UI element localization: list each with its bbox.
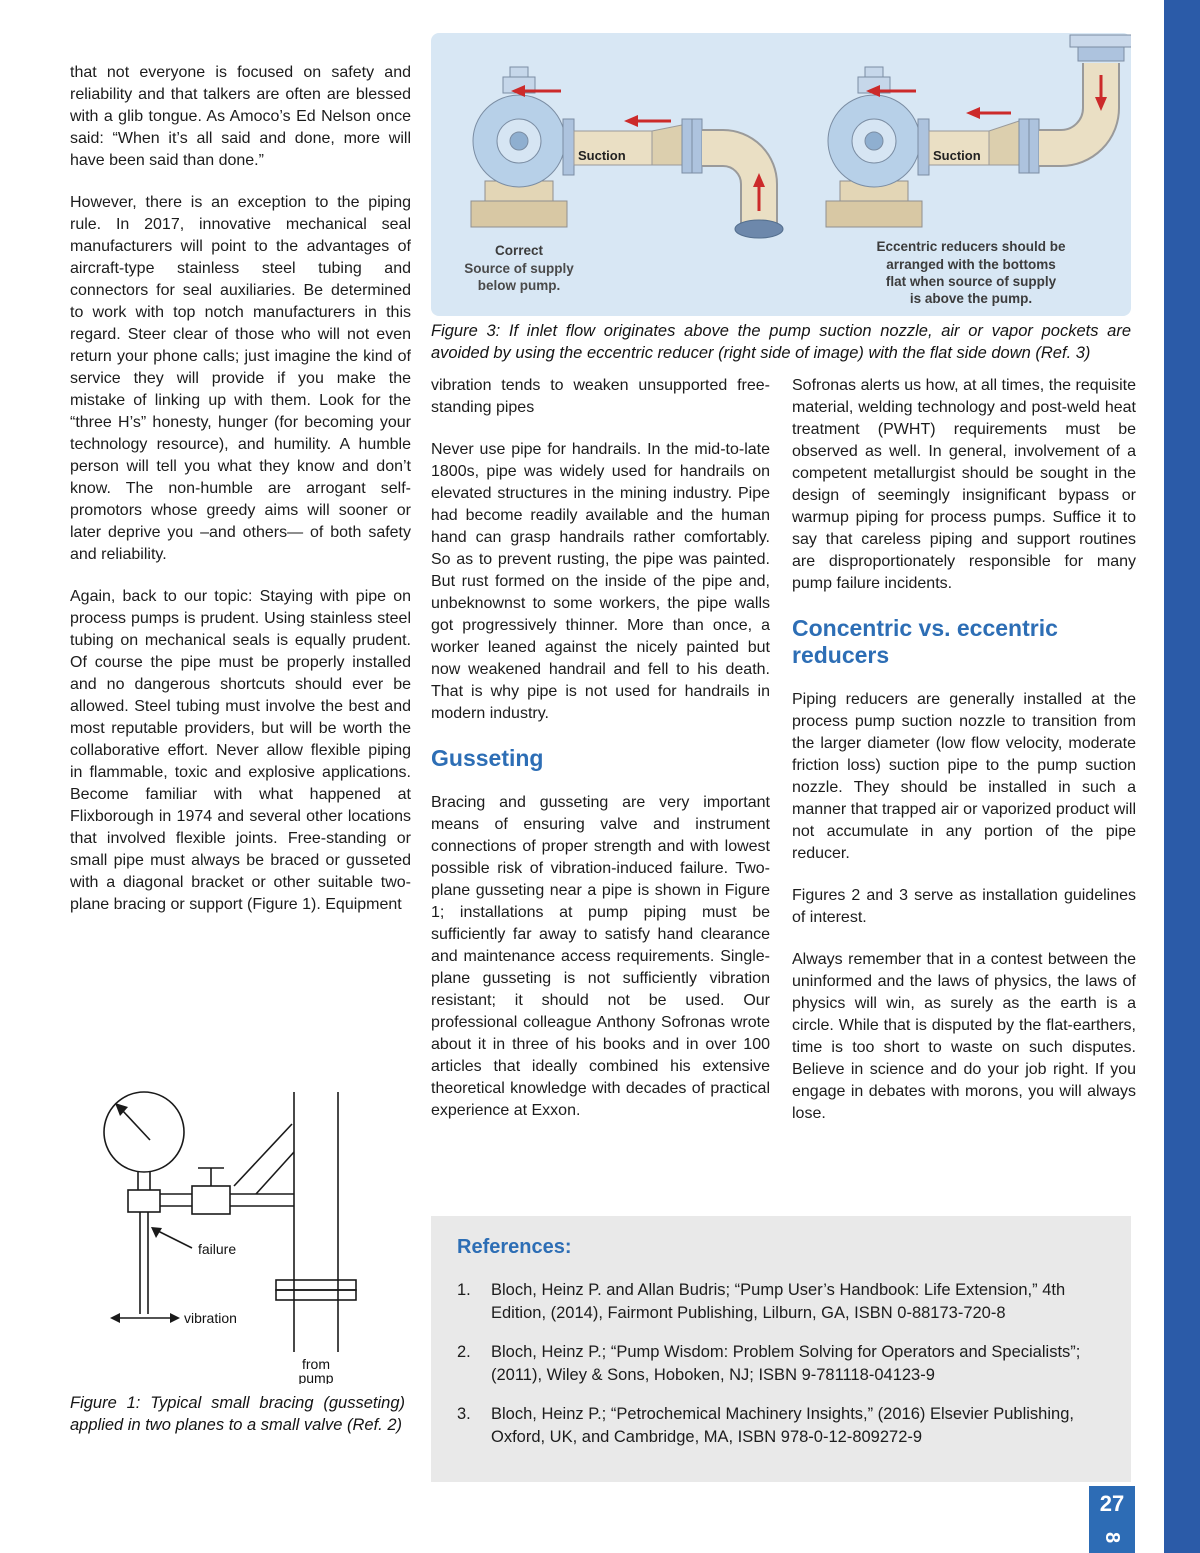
right-caption-line: arranged with the bottoms bbox=[886, 257, 1056, 272]
left-caption-line: Source of supply bbox=[464, 261, 574, 276]
body-paragraph: Sofronas alerts us how, at all times, the requisite material, welding technology and post-weld heat treatment (PWHT) requirements must be observed as well. In general, involvement of a competent metallurgist should be sought in the design of seemingly insignificant bypass or warmup piping for process pumps. Suffice it to say that careless piping and support routines are disproportionately responsible for many pump failure incidents. bbox=[792, 377, 1136, 592]
spine-digit: 8 bbox=[1101, 1531, 1124, 1544]
gusseting-line-drawing bbox=[88, 1082, 412, 1384]
reducer-left bbox=[652, 125, 682, 165]
suction-label-right: Suction bbox=[933, 148, 981, 163]
body-paragraph: However, there is an exception to the piping rule. In 2017, innovative mechanical seal manufacturers will point to the advantages of aircraft-type stainless steel tubing and connectors for seal auxiliaries. Be determined to work with top notch manufacturers in this regard. Steer clear of those who will not even return your phone calls; just imagine the kind of service they will provide if you make the mistake of linking up with them. Look for the “three H’s” honesty, hunger (for becoming your technology resource), and humility. A humble person will tell you what they know and don’t know. The non-humble are arrogant self-promotors whose greedy aims will sooner or later deprive you –and others— of both safety and reliability. bbox=[70, 194, 411, 563]
right-column bbox=[792, 375, 1136, 1145]
vibration-label: vibration bbox=[184, 1310, 237, 1326]
supply-above-flange bbox=[1078, 47, 1124, 61]
supply-below-icon bbox=[735, 220, 783, 238]
middle-column bbox=[431, 375, 770, 1142]
vibration-arrowhead bbox=[110, 1313, 120, 1323]
figure-3 bbox=[431, 33, 1131, 316]
vibration-arrowhead bbox=[170, 1313, 180, 1323]
left-column bbox=[70, 62, 411, 936]
figure-1 bbox=[88, 1082, 412, 1384]
pump-reducer-illustration bbox=[431, 33, 1131, 316]
body-paragraph: that not everyone is focused on safety and reliability and that talkers are often are blessed with a glib tongue. As Amoco’s Ed Nelson once said: “When it’s all said and done, more will have been said than done.” bbox=[70, 64, 411, 169]
pipe-flange bbox=[276, 1280, 356, 1290]
heading-gusseting: Gusseting bbox=[431, 745, 544, 771]
reference-text: Bloch, Heinz P.; “Petrochemical Machinery Insights,” (2016) Elsevier Publishing, Oxford, UK, and Cambridge, MA, ISBN 978-0-12-809272-9 bbox=[491, 1405, 1074, 1446]
failure-label: failure bbox=[198, 1241, 237, 1257]
body-paragraph: Again, back to our topic: Staying with pipe on process pumps is prudent. Using stainless steel tubing on mechanical seals is equally prudent. Of course the pipe must be properly installed and no dangerous shortcuts should ever be allowed. Steel tubing must involve the best and most reputable providers, but will be worth the collaborative effort. Never allow flexible piping in flammable, toxic and explosive applications. Become familiar with what happened at Flixborough in 1974 and several other locations that involved flexible joints. Free-standing or small pipe must always be braced or gusseted with a diagonal bracket or other suitable two-plane bracing or support (Figure 1). Equipment bbox=[70, 588, 411, 913]
right-caption-line: flat when source of supply bbox=[885, 274, 1057, 289]
body-paragraph: Never use pipe for handrails. In the mid-to-late 1800s, pipe was widely used for handrails on elevated structures in the mining industry. Pipe had become readily available and the human hand can grasp handrails rather comfortably. So as to prevent rusting, the pipe was painted. But rust formed on the inside of the pipe and, unbeknownst to some workers, the pipe walls got progressively thinner. More than once, a worker leaned against the nicely painted but now weakened handrail and fell to his death. That is why pipe is not used for handrails in modern industry. bbox=[431, 441, 770, 722]
references-title: References: bbox=[457, 1236, 572, 1258]
from-pump-label: pump bbox=[298, 1370, 334, 1384]
body-paragraph: vibration tends to weaken unsupported free-standing pipes bbox=[431, 377, 770, 416]
reference-number: 3. bbox=[457, 1405, 471, 1423]
instrument-tee bbox=[128, 1190, 160, 1212]
right-caption-line: is above the pump. bbox=[909, 291, 1033, 306]
gusset-brace bbox=[256, 1152, 294, 1194]
reference-number: 2. bbox=[457, 1343, 471, 1361]
body-paragraph: Figures 2 and 3 serve as installation guidelines of interest. bbox=[792, 887, 1136, 926]
suction-label-left: Suction bbox=[578, 148, 626, 163]
pipe-flange bbox=[276, 1290, 356, 1300]
reference-item bbox=[457, 1279, 1101, 1325]
right-caption-line: Eccentric reducers should be bbox=[876, 239, 1066, 254]
reference-text: Bloch, Heinz P.; “Pump Wisdom: Problem Solving for Operators and Specialists”; (2011), Wiley & Sons, Hoboken, NJ; ISBN 9-781118-04123-9 bbox=[491, 1343, 1081, 1384]
valve-body bbox=[192, 1186, 230, 1214]
from-pump-label: from bbox=[302, 1356, 330, 1372]
page-spine-number bbox=[1089, 1522, 1135, 1553]
reference-item bbox=[457, 1403, 1101, 1449]
figure-3-caption: Figure 3: If inlet flow originates above the pump suction nozzle, air or vapor pockets are avoided by using the eccentric reducer (right side of image) with the flat side down (Ref. 3) bbox=[431, 322, 1131, 362]
heading-concentric-vs-eccentric: Concentric vs. eccentric reducers bbox=[792, 615, 1058, 668]
reference-item bbox=[457, 1341, 1101, 1387]
left-caption-line: below pump. bbox=[477, 278, 561, 293]
reference-text: Bloch, Heinz P. and Allan Budris; “Pump User’s Handbook: Life Extension,” 4th Edition, (2014), Fairmont Publishing, Lilburn, GA, ISBN 0-88173-720-8 bbox=[491, 1281, 1066, 1322]
page-edge-strip bbox=[1164, 0, 1200, 1553]
body-paragraph: Bracing and gusseting are very important means of ensuring valve and instrument connections of proper strength and with lowest possible risk of vibration-induced failure. Two-plane gusseting near a pipe is shown in Figure 1; installations at pump piping must be sufficiently far away to satisfy hand clearance and maintenance access requirements. Single-plane gusseting is not sufficiently vibration resistant; it should not be used. Our professional colleague Anthony Sofronas wrote about it in three of his books and in over 100 articles that ideally combined his extensive theoretical knowledge with decades of practical experience at Exxon. bbox=[431, 794, 770, 1119]
references-box bbox=[431, 1216, 1131, 1482]
page-number: 27 bbox=[1089, 1486, 1135, 1522]
figure-1-caption: Figure 1: Typical small bracing (gusseting) applied in two planes to a small valve (Ref. 2) bbox=[70, 1394, 405, 1434]
left-caption-line: Correct bbox=[494, 243, 544, 258]
body-paragraph: Piping reducers are generally installed at the process pump suction nozzle to transition from the larger diameter (low flow velocity, moderate friction loss) suction pipe to the pump suction nozzle. They should be installed in such a manner that trapped air or vaporized product will not accumulate in any portion of the pipe reducer. bbox=[792, 691, 1136, 862]
reference-number: 1. bbox=[457, 1281, 471, 1299]
gusset-brace bbox=[234, 1124, 292, 1186]
body-paragraph: Always remember that in a contest between the uninformed and the laws of physics, the laws of physics will win, as surely as the earth is a circle. While that is disputed by the flat-earthers, time is too short to waste on such disputes. Believe in science and do your job right. If you engage in debates with morons, you will always lose. bbox=[792, 951, 1136, 1122]
